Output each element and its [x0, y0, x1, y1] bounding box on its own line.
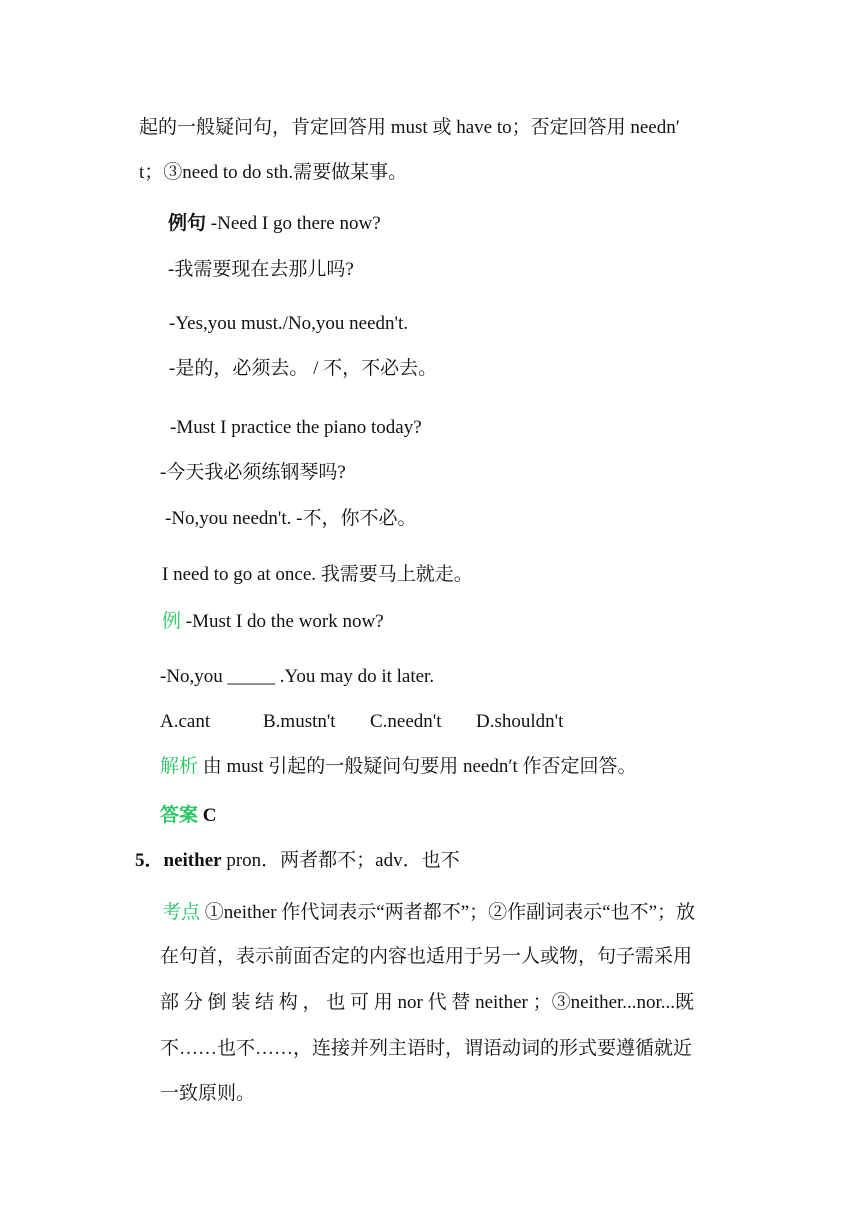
exercise-blank-line: -No,you _____ .You may do it later.: [160, 666, 435, 687]
option-c: C.needn't: [370, 711, 442, 732]
example1-q1-cn: -我需要现在去那儿吗?: [168, 259, 354, 280]
point-line-1: [162, 903, 695, 922]
exercise-question-row: [162, 612, 384, 631]
section-number: 5．: [135, 850, 164, 871]
para1-line1: 起的一般疑问句，肯定回答用 must 或 have to；否定回答用 needn′: [139, 117, 680, 138]
example1-q2-cn: -今天我必须练钢琴吗?: [160, 462, 346, 483]
exercise-question: -Must I do the work now?: [185, 611, 384, 632]
option-b: B.mustn't: [263, 711, 336, 732]
point-line-4: 不……也不……，连接并列主语时，谓语动词的形式要遵循就近: [160, 1038, 693, 1059]
point-line-5: 一致原则。: [160, 1083, 256, 1104]
analysis-label: 解析: [160, 756, 199, 777]
point-label: 考点: [162, 902, 201, 923]
example-label: 例句: [168, 213, 207, 234]
exercise-options: [160, 712, 760, 734]
point-line-3: 部 分 倒 装 结 构 ， 也 可 用 nor 代 替 neither ；③neither...nor...既: [160, 992, 695, 1013]
section5-heading: [135, 851, 460, 870]
example1-a2: -No,you needn't. -不，你不必。: [165, 508, 417, 529]
example1-a1-cn: -是的，必须去。 / 不，不必去。: [169, 358, 438, 379]
point-line-2: 在句首，表示前面否定的内容也适用于另一人或物，句子需采用: [160, 946, 693, 967]
example1-q1: -Need I go there now?: [210, 213, 381, 234]
example1-a1: -Yes,you must./No,you needn't.: [169, 313, 408, 334]
exercise-label: 例: [162, 611, 182, 632]
answer-row: [160, 806, 217, 825]
para1-line2: t；③need to do sth.需要做某事。: [139, 162, 408, 183]
example1-s3: I need to go at once. 我需要马上就走。: [162, 564, 473, 585]
analysis-row: [160, 757, 637, 776]
example1-q2: -Must I practice the piano today?: [170, 417, 422, 438]
section-definition: pron．两者都不；adv．也不: [221, 850, 460, 871]
point-text-1: ①neither 作代词表示“两者都不”；②作副词表示“也不”；放: [204, 902, 696, 923]
option-d: D.shouldn't: [476, 711, 564, 732]
answer-value: C: [202, 805, 217, 826]
option-a: A.cant: [160, 711, 211, 732]
answer-label: 答案: [160, 805, 199, 826]
section-word: neither: [163, 850, 222, 871]
example1-q1-row: [168, 214, 381, 233]
analysis-text: 由 must 引起的一般疑问句要用 needn′t 作否定回答。: [202, 756, 637, 777]
